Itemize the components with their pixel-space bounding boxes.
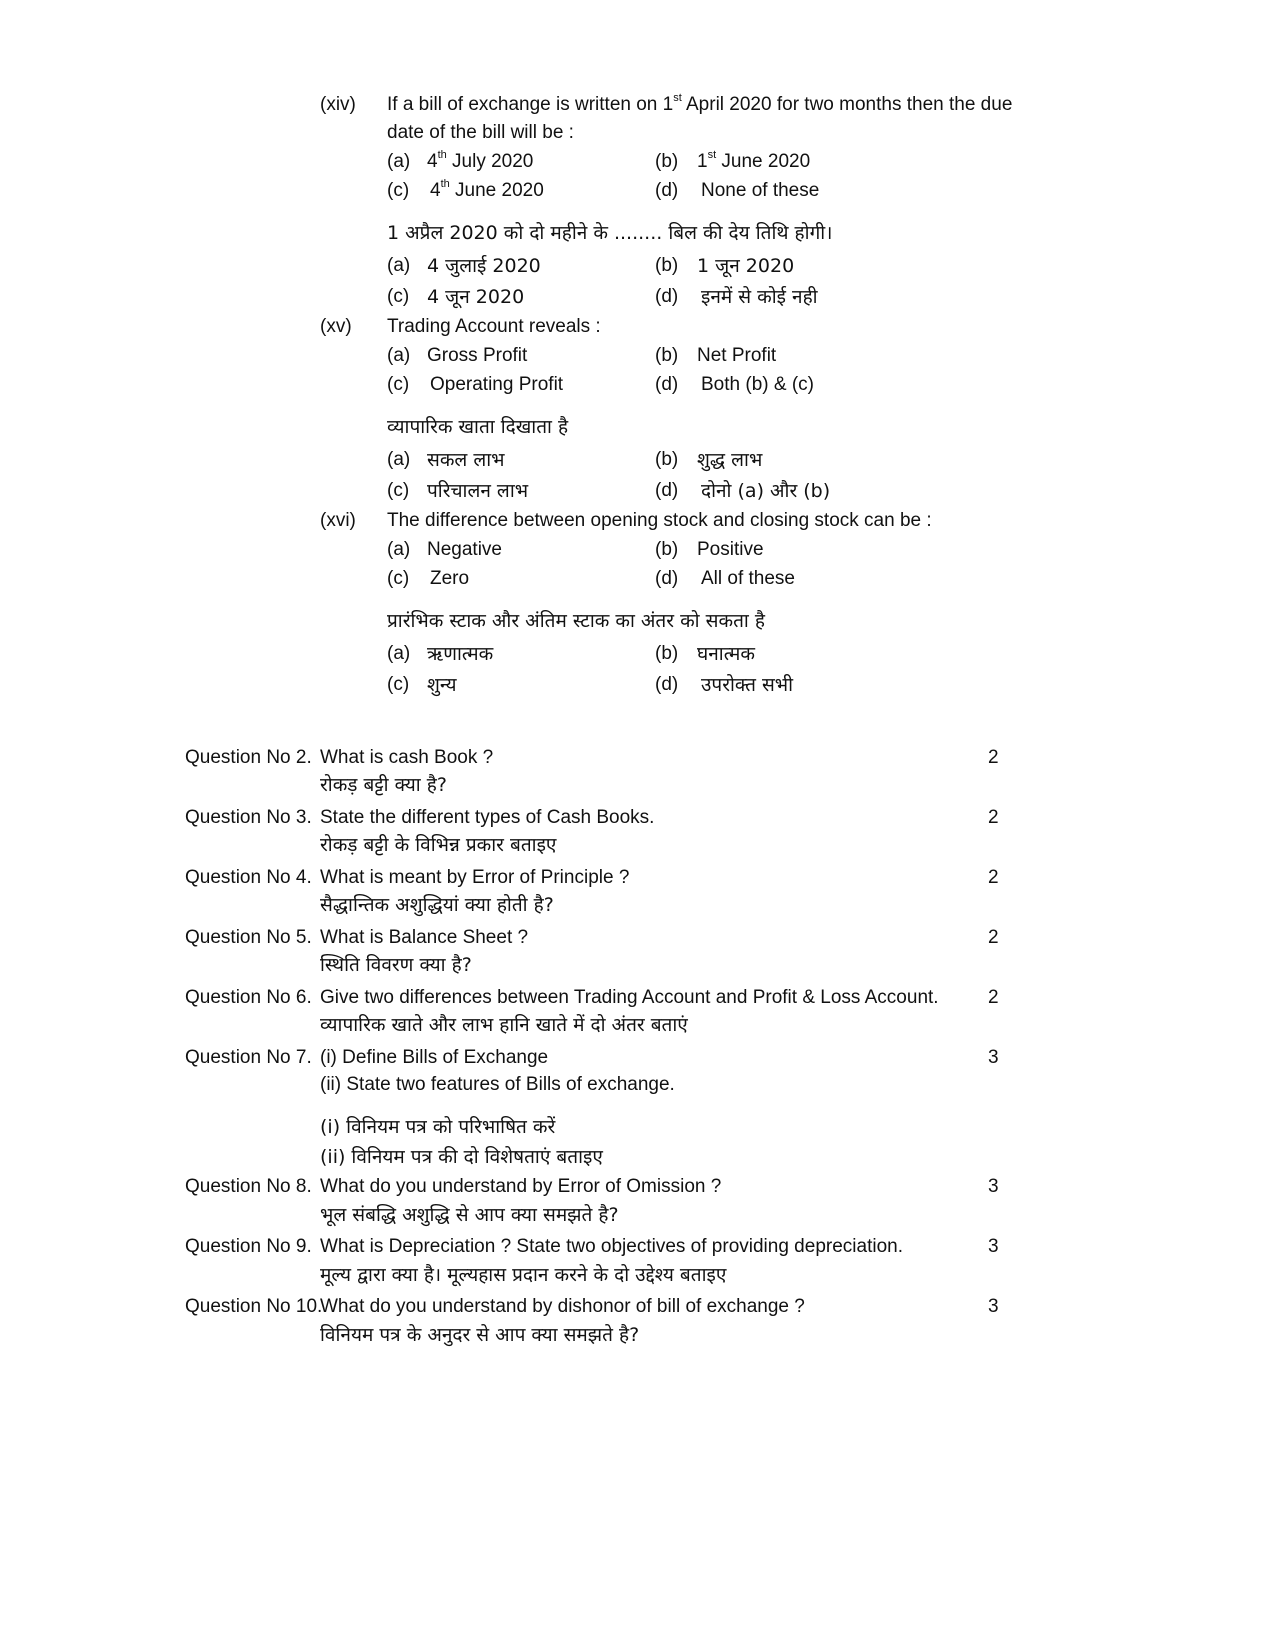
option-key: (a) [387, 643, 411, 664]
option-key: (b) [655, 345, 679, 366]
question-text-hi: मूल्य द्वारा क्या है। मूल्यहास प्रदान करने के दो उद्देश्य बताइए [320, 1264, 727, 1286]
question-text-en: (ii) State two features of Bills of exchange. [320, 1074, 675, 1095]
mcq-question-en: If a bill of exchange is written on 1st April 2020 for two months then the due [387, 92, 1013, 115]
option-text: 1 जून 2020 [697, 255, 795, 277]
option-text: दोनो (a) और (b) [701, 480, 831, 502]
option-text: सकल लाभ [427, 449, 505, 471]
option-text: Zero [430, 568, 470, 589]
option-key: (a) [387, 539, 411, 560]
option-key: (c) [387, 286, 410, 307]
question-marks: 3 [988, 1176, 999, 1197]
mcq-question-en: The difference between opening stock and closing stock can be : [387, 510, 932, 531]
option-key: (c) [387, 568, 410, 589]
question-marks: 3 [988, 1047, 999, 1068]
question-marks: 3 [988, 1236, 999, 1257]
option-text: घनात्मक [697, 643, 755, 665]
option-text: 4th July 2020 [427, 149, 534, 172]
question-marks: 2 [988, 807, 999, 828]
option-text: Positive [697, 539, 764, 560]
question-label: Question No 9. [185, 1236, 312, 1257]
question-label: Question No 4. [185, 867, 312, 888]
option-key: (c) [387, 480, 410, 501]
question-text-hi: रोकड़ बट्टी के विभिन्न प्रकार बताइए [320, 834, 557, 856]
option-text: 4 जून 2020 [427, 286, 525, 308]
option-text: उपरोक्त सभी [701, 674, 794, 696]
question-text-hi: सैद्धान्तिक अशुद्धियां क्या होती है? [320, 894, 554, 916]
mcq-number: (xiv) [320, 94, 356, 115]
option-key: (a) [387, 151, 411, 172]
question-text-en: What is meant by Error of Principle ? [320, 867, 630, 888]
question-text-en: What do you understand by dishonor of bill of exchange ? [320, 1296, 805, 1317]
option-text: 4 जुलाई 2020 [427, 255, 541, 277]
option-key: (d) [655, 480, 679, 501]
question-label: Question No 10. [185, 1296, 323, 1317]
option-text: शुद्ध लाभ [697, 449, 763, 471]
option-key: (b) [655, 449, 679, 470]
option-text: Net Profit [697, 345, 777, 366]
mcq-question-hi: प्रारंभिक स्टाक और अंतिम स्टाक का अंतर को सकता है [387, 610, 765, 632]
option-text: Both (b) & (c) [701, 374, 814, 395]
question-label: Question No 6. [185, 987, 312, 1008]
question-text-hi: विनियम पत्र के अनुदर से आप क्या समझते है? [320, 1324, 640, 1346]
option-text: None of these [701, 180, 820, 201]
question-marks: 2 [988, 927, 999, 948]
question-label: Question No 3. [185, 807, 312, 828]
option-key: (b) [655, 255, 679, 276]
question-text-en: What is cash Book ? [320, 747, 494, 768]
question-label: Question No 2. [185, 747, 312, 768]
option-text: शुन्य [427, 674, 457, 696]
question-text-en: (i) Define Bills of Exchange [320, 1047, 549, 1068]
question-text-en: What is Balance Sheet ? [320, 927, 529, 948]
question-label: Question No 8. [185, 1176, 312, 1197]
question-marks: 2 [988, 747, 999, 768]
question-text-hi: (i) विनियम पत्र को परिभाषित करें [320, 1116, 556, 1138]
option-key: (d) [655, 674, 679, 695]
option-key: (a) [387, 345, 411, 366]
option-key: (c) [387, 674, 410, 695]
option-key: (d) [655, 286, 679, 307]
question-text-en: What do you understand by Error of Omission ? [320, 1176, 722, 1197]
option-key: (a) [387, 449, 411, 470]
option-text: Gross Profit [427, 345, 528, 366]
option-key: (d) [655, 180, 679, 201]
question-text-hi: रोकड़ बट्टी क्या है? [320, 774, 447, 796]
question-text-en: State the different types of Cash Books. [320, 807, 655, 828]
option-text: Operating Profit [430, 374, 564, 395]
option-key: (b) [655, 151, 679, 172]
question-text-en: What is Depreciation ? State two objectives of providing depreciation. [320, 1236, 903, 1257]
mcq-question-hi: 1 अप्रैल 2020 को दो महीने के ........ बिल की देय तिथि होगी। [387, 222, 833, 244]
option-key: (b) [655, 539, 679, 560]
option-text: इनमें से कोई नही [701, 286, 818, 308]
question-text-en: Give two differences between Trading Account and Profit & Loss Account. [320, 987, 939, 1008]
option-key: (c) [387, 180, 410, 201]
option-text: All of these [701, 568, 795, 589]
option-key: (d) [655, 568, 679, 589]
mcq-question-en: Trading Account reveals : [387, 316, 601, 337]
mcq-number: (xv) [320, 316, 352, 337]
question-marks: 2 [988, 987, 999, 1008]
question-text-hi: स्थिति विवरण क्या है? [320, 954, 472, 976]
option-key: (a) [387, 255, 411, 276]
option-key: (c) [387, 374, 410, 395]
option-text: 1st June 2020 [697, 149, 811, 172]
option-text: ऋणात्मक [427, 643, 494, 665]
question-marks: 3 [988, 1296, 999, 1317]
question-marks: 2 [988, 867, 999, 888]
question-text-hi: व्यापारिक खाते और लाभ हानि खाते में दो अंतर बताएं [320, 1014, 688, 1036]
mcq-number: (xvi) [320, 510, 356, 531]
question-label: Question No 5. [185, 927, 312, 948]
question-label: Question No 7. [185, 1047, 312, 1068]
option-text: परिचालन लाभ [427, 480, 529, 502]
mcq-question-en-cont: date of the bill will be : [387, 122, 574, 143]
question-text-hi: भूल संबद्धि अशुद्धि से आप क्या समझते है? [320, 1204, 619, 1226]
option-key: (b) [655, 643, 679, 664]
option-text: Negative [427, 539, 502, 560]
question-text-hi: (ii) विनियम पत्र की दो विशेषताएं बताइए [320, 1146, 603, 1168]
mcq-question-hi: व्यापारिक खाता दिखाता है [387, 416, 569, 438]
option-key: (d) [655, 374, 679, 395]
option-text: 4th June 2020 [430, 178, 544, 201]
